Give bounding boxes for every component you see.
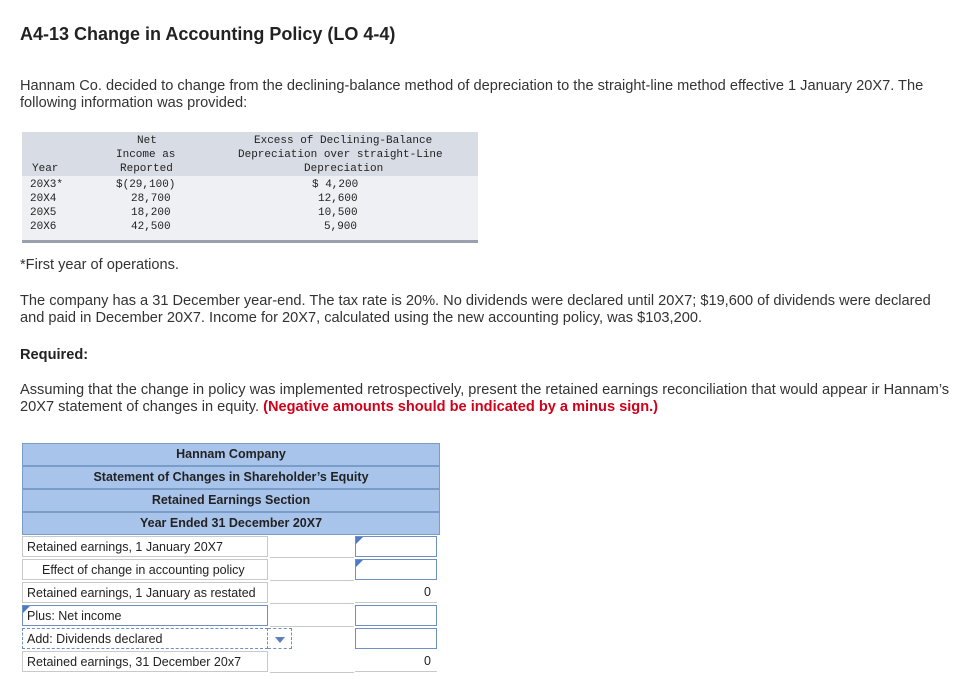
row-excess: 12,600 [318,193,358,205]
amount-input[interactable] [355,559,437,580]
label-dropdown[interactable] [268,628,292,649]
line-label: Retained earnings, 1 January 20X7 [22,536,268,557]
input-marker-icon [23,606,30,613]
input-marker-icon [356,560,363,567]
row-year: 20X4 [30,193,57,205]
intro-paragraph: Hannam Co. decided to change from the declining-balance method of depreciation to the straight-line method effective 1 January 20X7. The following information was provided: [20,78,924,111]
header-net-2: Income as [116,149,176,161]
question-note: (Negative amounts should be indicated by a minus sign.) [263,399,659,415]
row-net: $(29,100) [116,179,176,191]
computed-amount: 0 [355,582,437,603]
required-label: Required: [20,347,89,363]
statement-line [22,559,440,580]
statement-period: Year Ended 31 December 20X7 [22,512,440,535]
line-spacer [270,559,354,581]
line-label: Retained earnings, 31 December 20x7 [22,651,268,672]
line-label-select[interactable]: Add: Dividends declared [22,628,268,649]
header-net-3: Reported [120,163,173,175]
footnote: *First year of operations. [20,257,179,273]
row-excess: $ 4,200 [312,179,359,191]
row-net: 42,500 [131,221,171,233]
row-year: 20X6 [30,221,57,233]
input-marker-icon [356,537,363,544]
statement-company: Hannam Company [22,443,440,466]
row-net: 28,700 [131,193,171,205]
statement-line [22,582,440,603]
data-table [22,132,478,243]
row-net: 18,200 [131,207,171,219]
header-excess-3: Depreciation [304,163,384,175]
chevron-down-icon [275,637,285,643]
amount-input[interactable] [355,536,437,557]
statement-line [22,536,440,557]
line-label: Retained earnings, 1 January as restated [22,582,268,603]
line-spacer [270,536,354,558]
header-excess-1: Excess of Declining-Balance [254,135,433,147]
problem-title: A4-13 Change in Accounting Policy (LO 4-4) [20,24,396,44]
line-spacer [270,582,354,604]
line-label-select[interactable]: Plus: Net income [22,605,268,626]
line-label: Effect of change in accounting policy [22,559,268,580]
details-paragraph: The company has a 31 December year-end. The tax rate is 20%. No dividends were declared until 20X7; $19,600 of dividends were declared and paid in December 20X7. Income for 20X7, calculated using the new accounting policy, was $103,200. [20,293,931,326]
line-spacer [270,605,354,627]
question-paragraph [20,382,950,416]
amount-input[interactable] [355,605,437,626]
question-text: Assuming that the change in policy was implemented retrospectively, present the retained earnings reconciliation that would appear ir Hannam’s 20X7 statement of changes in equity. [20,382,950,415]
statement-title: Statement of Changes in Shareholder’s Equity [22,466,440,489]
amount-input[interactable] [355,628,437,649]
row-year: 20X3* [30,179,64,191]
header-net-1: Net [137,135,157,147]
row-year: 20X5 [30,207,57,219]
computed-amount: 0 [355,651,437,672]
row-excess: 10,500 [318,207,358,219]
statement-line [22,628,440,649]
line-spacer [270,651,354,673]
statement-line [22,651,440,672]
row-excess: 5,900 [324,221,358,233]
header-year: Year [32,163,59,175]
statement-section: Retained Earnings Section [22,489,440,512]
header-excess-2: Depreciation over straight-Line [238,149,443,161]
statement-line [22,605,440,626]
